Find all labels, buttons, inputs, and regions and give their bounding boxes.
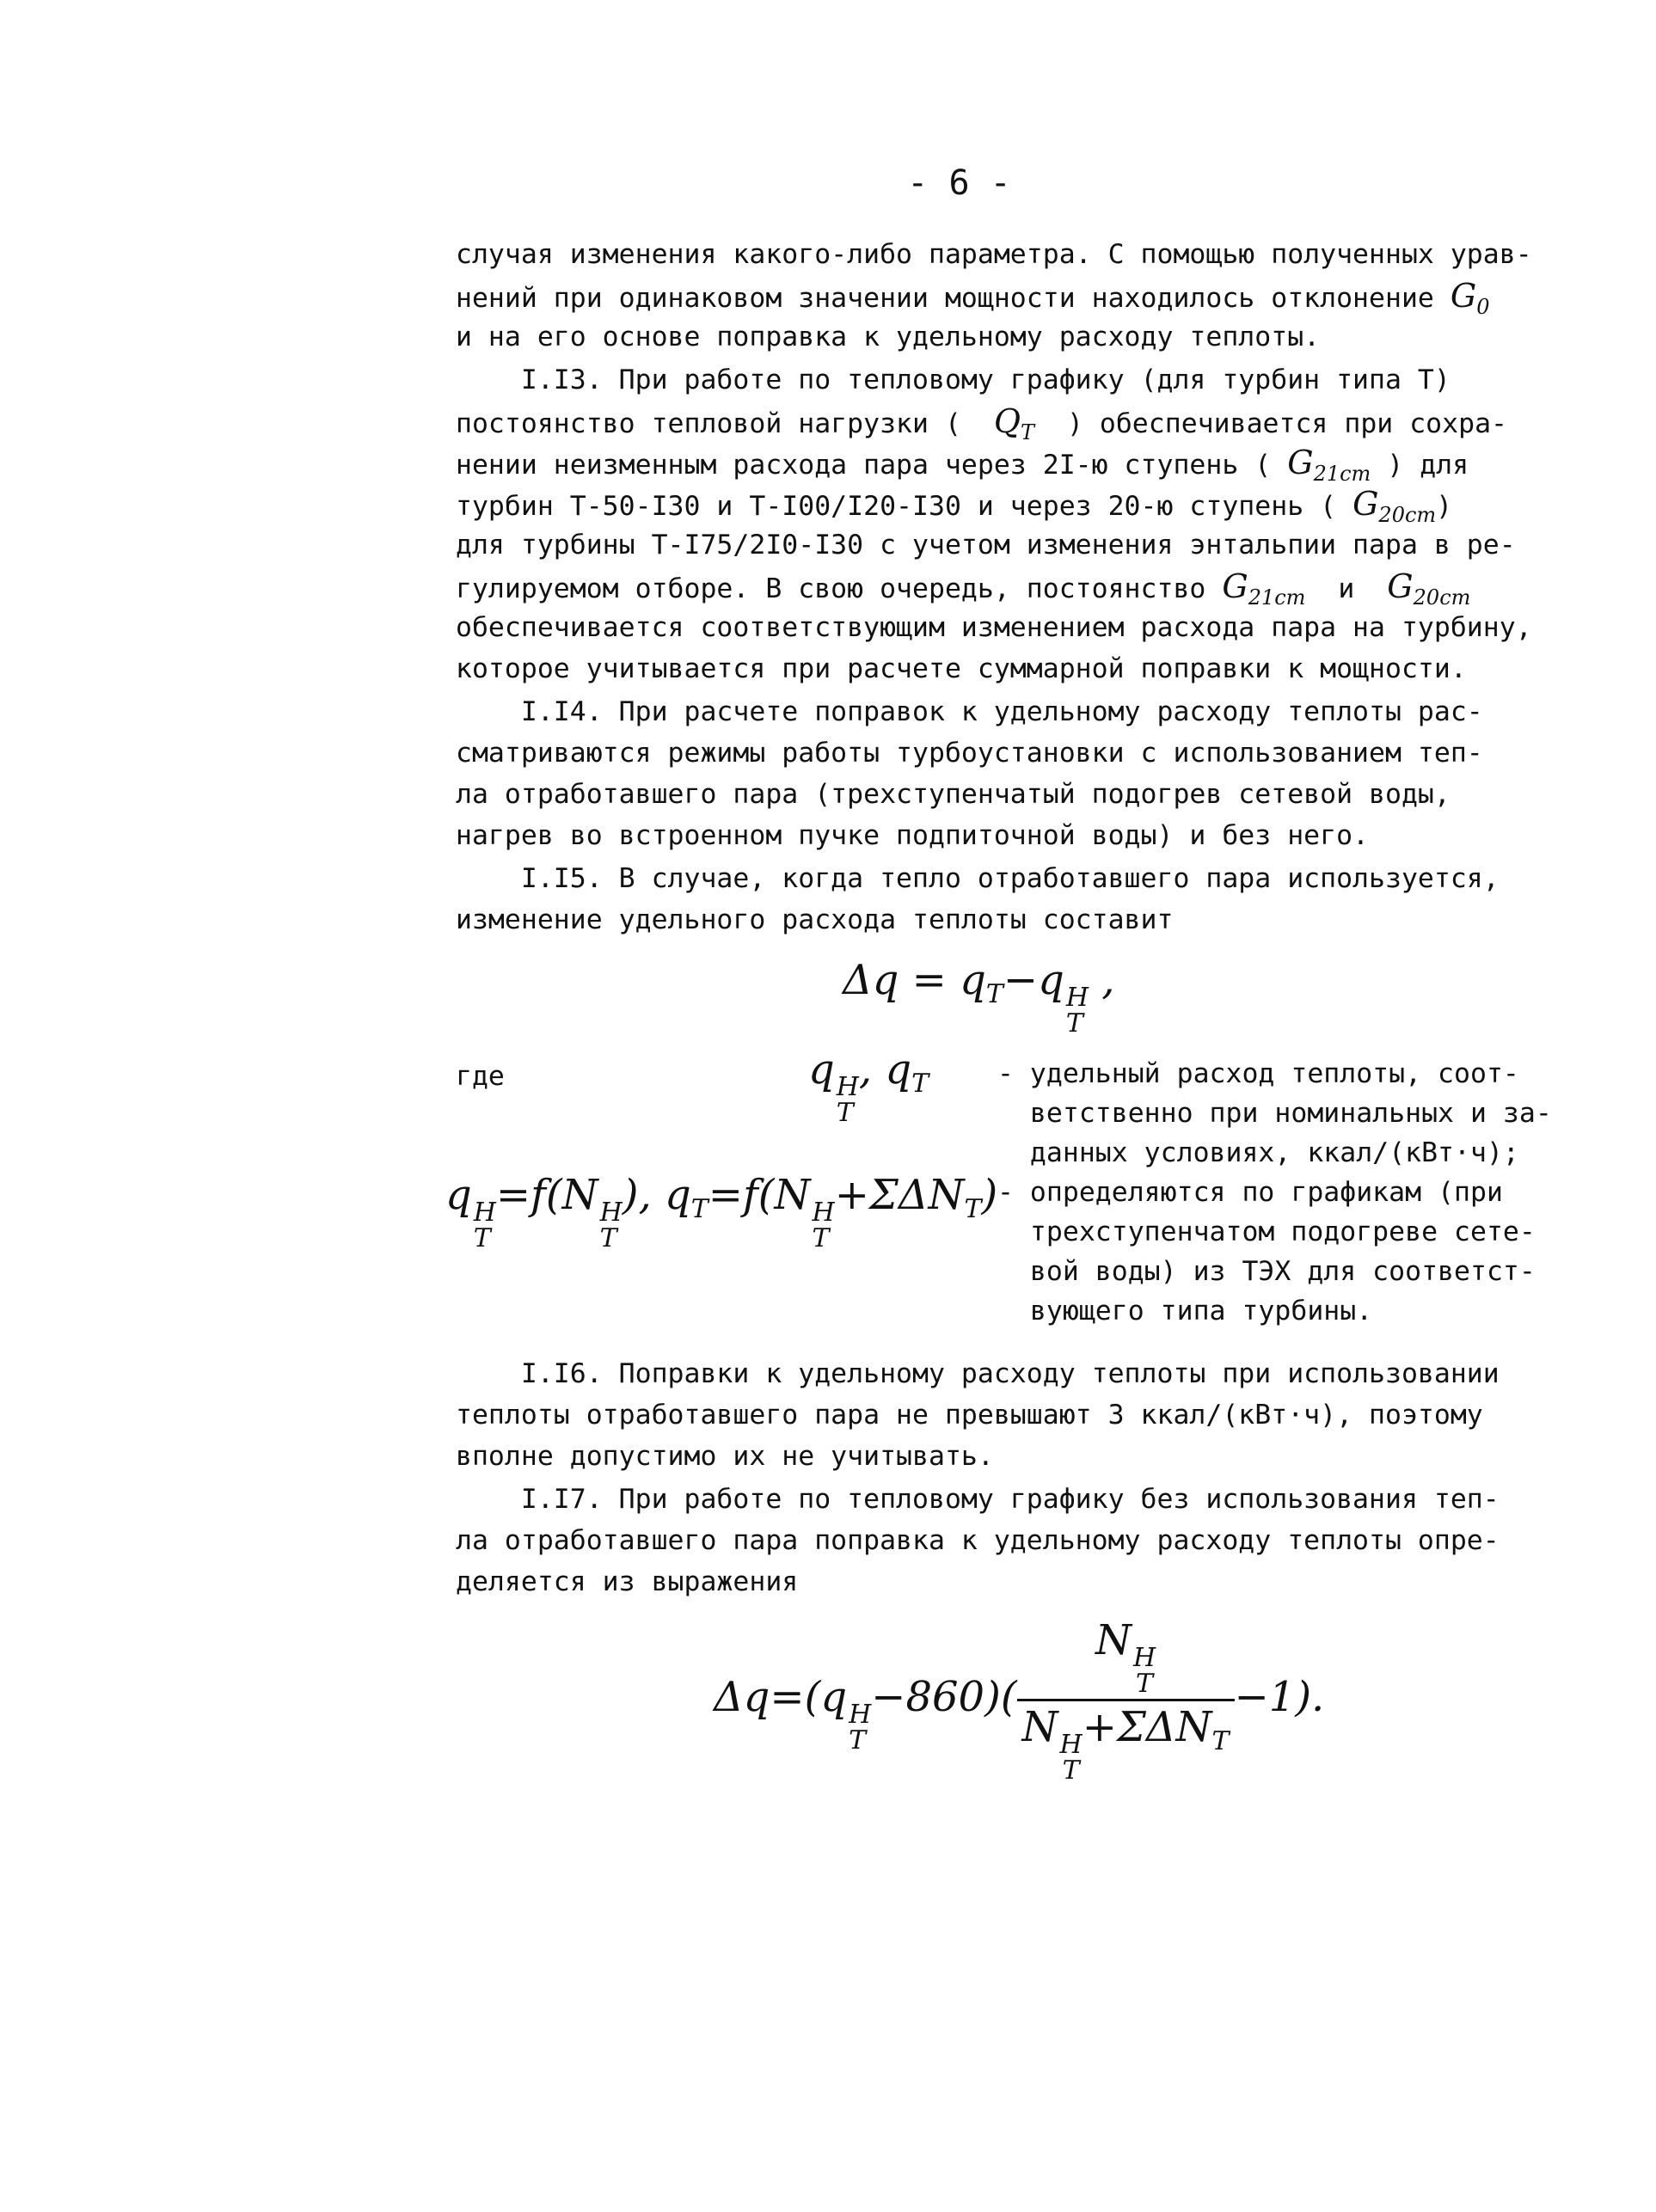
symbol-g20ct: $G_{20ст}$: [1352, 485, 1437, 527]
text-line: вполне допустимо их не учитывать.: [456, 1441, 994, 1472]
text-line: нении неизменным расхода пара через 2I-ю ступень ( $G_{21ст}$ ) для: [456, 444, 1469, 486]
text-line: сматриваются режимы работы турбоустановки с использованием теп-: [456, 738, 1483, 769]
text-line: I.I5. В случае, когда тепло отработавшего пара используется,: [456, 863, 1500, 894]
text-line-where: где: [456, 1061, 505, 1092]
symbol-g21ct: $G_{21ст}$: [1222, 567, 1306, 610]
text-line: которое учитывается при расчете суммарной поправки к мощности.: [456, 653, 1467, 684]
desc-line: - определяются по графикам (при: [997, 1177, 1503, 1208]
desc-line: вой воды) из ТЭХ для соответст-: [997, 1256, 1536, 1287]
text-line: теплоты отработавшего пара не превышают 3 ккал/(кВт·ч), поэтому: [456, 1400, 1483, 1431]
symbol-g0: $G_0$: [1450, 277, 1490, 319]
symbol-g20ct: $G_{20ст}$: [1387, 567, 1471, 610]
text-line: гулируемом отборе. В свою очередь, постоянство $G_{21ст}$ и $G_{20ст}$: [456, 567, 1471, 610]
text-line: обеспечивается соответствующим изменением расхода пара на турбину,: [456, 612, 1532, 643]
text-line: постоянство тепловой нагрузки ( $Q_T$ ) обеспечивается при сохра-: [456, 402, 1507, 444]
text-line: деляется из выражения: [456, 1566, 799, 1597]
text-line: I.I6. Поправки к удельному расходу теплоты при использовании: [456, 1358, 1500, 1389]
text-line: для турбины Т-I75/2I0-I30 с учетом изменения энтальпии пара в ре-: [456, 530, 1516, 561]
desc-line: данных условиях, ккал/(кВт·ч);: [997, 1137, 1519, 1168]
text-line: I.I4. При расчете поправок к удельному расходу теплоты рас-: [456, 696, 1483, 727]
text-line: нагрев во встроенном пучке подпиточной воды) и без него.: [456, 820, 1370, 851]
text-line: нений при одинаковом значении мощности находилось отклонение $G_0$: [456, 277, 1490, 319]
fraction: N Н T N Н T $+\Sigma\Delta N_T$: [1017, 1616, 1235, 1784]
page-number: - 6 -: [907, 163, 1011, 203]
symbol-qt: $Q_T$: [993, 402, 1035, 444]
text-line: ла отработавшего пара поправка к удельному расходу теплоты опре-: [456, 1525, 1500, 1556]
text-line: изменение удельного расхода теплоты составит: [456, 904, 1174, 935]
formula-delta-q: $\Delta q = q_T-q$ Н T ,: [843, 956, 1115, 1039]
text-line: случая изменения какого-либо параметра. С помощью полученных урав-: [456, 239, 1532, 270]
symbol-g21ct: $G_{21ст}$: [1287, 444, 1371, 486]
text-line: I.I7. При работе по тепловому графику без использования теп-: [456, 1484, 1500, 1515]
desc-line: трехступенчатом подогреве сете-: [997, 1216, 1536, 1247]
desc-line: - удельный расход теплоты, соот-: [997, 1058, 1519, 1089]
formula-q-functions: q Н T =f(N Н T ), $q_T=f(N$ Н T $+\Sigma\Delta N_T$): [445, 1171, 998, 1253]
desc-line: вующего типа турбины.: [997, 1296, 1373, 1327]
text-line: ла отработавшего пара (трехступенчатый подогрев сетевой воды,: [456, 779, 1451, 810]
formula-q-symbols: q Н T , $q_T$: [808, 1045, 929, 1128]
text-line: I.I3. При работе по тепловому графику (для турбин типа Т): [456, 365, 1451, 395]
desc-line: ветственно при номинальных и за-: [997, 1098, 1552, 1129]
text-line: турбин Т-50-I30 и Т-I00/I20-I30 и через 20-ю ступень ( $G_{20ст}$): [456, 485, 1453, 527]
text-line: и на его основе поправка к удельному расходу теплоты.: [456, 322, 1321, 352]
formula-correction: Δq=(q Н T −860)( N Н T N Н T $+\Sigma\Delta N_T$ −1).: [714, 1616, 1325, 1786]
